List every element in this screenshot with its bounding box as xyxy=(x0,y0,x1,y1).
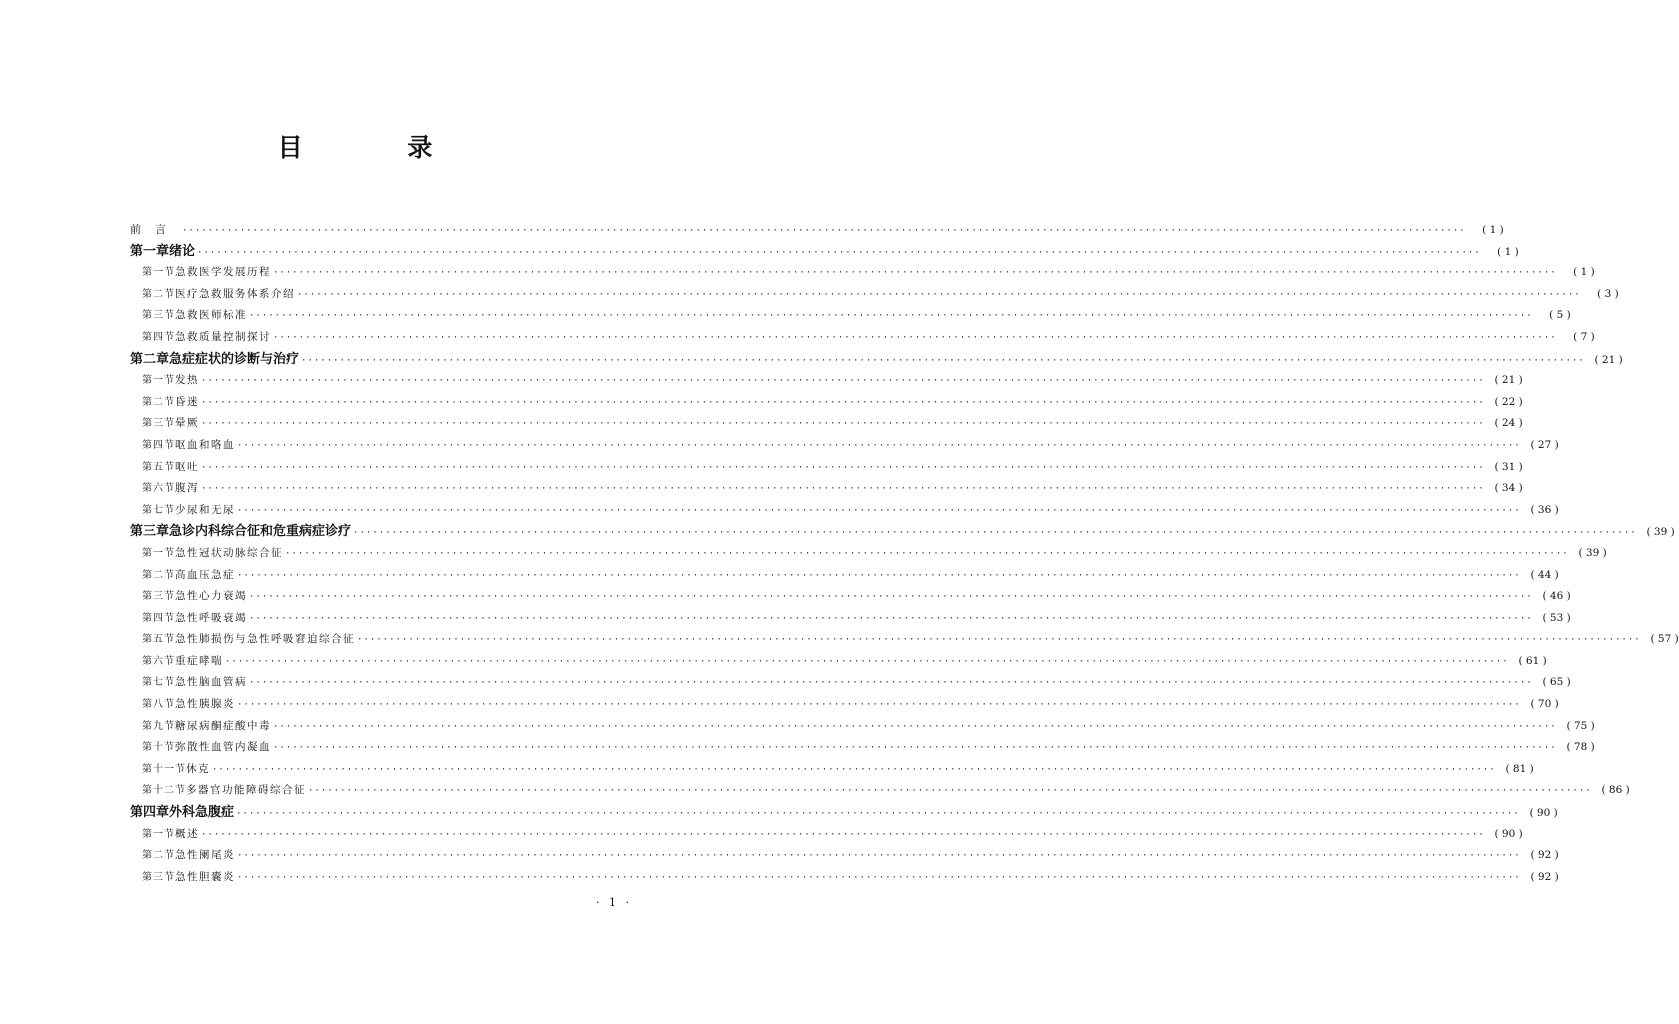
toc-entry-number: 第四节 xyxy=(142,331,175,343)
toc-page-number: ( 31 ) xyxy=(1494,460,1523,473)
toc-section-row[interactable] xyxy=(130,651,1547,673)
toc-dot-leader: ········································································································································································································ xyxy=(236,809,1520,820)
toc-dot-leader: ········································································································································································································ xyxy=(297,289,1581,300)
toc-section-row[interactable] xyxy=(130,327,1595,349)
toc-page-number: ( 1 ) xyxy=(1573,266,1595,279)
toc-dot-leader: ········································································································································································································ xyxy=(201,484,1485,495)
toc-page-number: ( 92 ) xyxy=(1530,849,1559,862)
toc-dot-leader: ········································································································································································································ xyxy=(212,764,1496,775)
toc-entry-number: 第十节 xyxy=(142,742,175,754)
toc-chapter-row[interactable] xyxy=(130,241,1519,263)
toc-page-number: ( 21 ) xyxy=(1594,353,1623,366)
toc-page-number: ( 78 ) xyxy=(1566,741,1595,754)
toc-page-number: ( 92 ) xyxy=(1530,870,1559,883)
toc-chapter-row[interactable] xyxy=(130,802,1558,824)
toc-chapter-row[interactable] xyxy=(130,349,1623,371)
toc-page-number: ( 61 ) xyxy=(1518,654,1547,667)
toc-dot-leader: ········································································································································································································ xyxy=(273,743,1557,754)
toc-entry-number: 第七节 xyxy=(142,677,175,689)
toc-entry-title: 高血压急症 xyxy=(175,568,235,581)
toc-section-row[interactable] xyxy=(130,392,1523,414)
toc-entry-number: 第二章 xyxy=(130,351,170,367)
toc-section-row[interactable] xyxy=(130,305,1571,327)
toc-entry-number: 第六节 xyxy=(142,655,175,667)
toc-page-number: ( 70 ) xyxy=(1530,698,1559,711)
page-number-footer: · 1 · xyxy=(596,896,632,909)
toc-page-number: ( 65 ) xyxy=(1542,676,1571,689)
toc-entry-number: 第五节 xyxy=(142,634,175,646)
toc-entry-number: 第五节 xyxy=(142,461,175,473)
toc-entry-number: 第十一节 xyxy=(142,763,186,775)
toc-page-number: ( 1 ) xyxy=(1482,224,1504,236)
toc-entry-number: 第四节 xyxy=(142,439,175,451)
toc-dot-leader: ········································································································································································································ xyxy=(273,268,1557,279)
toc-page-number: ( 21 ) xyxy=(1494,374,1523,387)
toc-entry-title: 急性胰腺炎 xyxy=(175,698,235,711)
toc-entry-number: 第二节 xyxy=(142,288,175,300)
toc-entry-title: 糖尿病酮症酸中毒 xyxy=(175,719,271,732)
toc-dot-leader: ········································································································································································································ xyxy=(249,678,1533,689)
toc-dot-leader: ········································································································································································································ xyxy=(182,226,1466,236)
toc-entry-title: 少尿和无尿 xyxy=(175,503,235,516)
toc-dot-leader: ········································································································································································································ xyxy=(301,355,1585,366)
toc-entry-number: 第三节 xyxy=(142,418,175,430)
toc-entry-number: 第二节 xyxy=(142,396,175,408)
toc-page-number: ( 53 ) xyxy=(1542,611,1571,624)
toc-entry-number: 第三节 xyxy=(142,871,175,883)
table-of-contents xyxy=(130,219,1679,888)
toc-section-row[interactable] xyxy=(130,435,1559,457)
toc-entry-title: 晕厥 xyxy=(175,417,199,430)
toc-entry-number: 第二节 xyxy=(142,850,175,862)
toc-page-number: ( 90 ) xyxy=(1529,807,1558,820)
toc-entry-title: 急救质量控制探讨 xyxy=(175,330,271,343)
toc-preface-row[interactable] xyxy=(130,219,1504,241)
toc-dot-leader: ········································································································································································································ xyxy=(308,786,1592,797)
toc-entry-number: 第六节 xyxy=(142,483,175,495)
toc-entry-title: 休克 xyxy=(186,762,210,775)
toc-entry-number: 第四节 xyxy=(142,612,175,624)
toc-entry-title: 呕吐 xyxy=(175,460,199,473)
toc-dot-leader: ········································································································································································································ xyxy=(357,635,1641,646)
toc-entry-title: 急性呼吸衰竭 xyxy=(175,611,247,624)
toc-dot-leader: ········································································································································································································ xyxy=(201,376,1485,387)
toc-dot-leader: ········································································································································································································ xyxy=(249,613,1533,624)
page-title: 目 录 xyxy=(277,133,481,162)
toc-entry-title: 昏迷 xyxy=(175,395,199,408)
toc-page-number: ( 90 ) xyxy=(1494,827,1523,840)
toc-dot-leader: ········································································································································································································ xyxy=(201,462,1485,473)
toc-entry-number: 第一节 xyxy=(142,547,175,559)
toc-entry-number: 前言 xyxy=(130,223,180,236)
toc-entry-title: 发热 xyxy=(175,374,199,387)
toc-page-number: ( 39 ) xyxy=(1646,526,1675,539)
toc-page-number: ( 44 ) xyxy=(1530,568,1559,581)
toc-page-number: ( 7 ) xyxy=(1573,330,1595,343)
toc-section-row[interactable] xyxy=(130,759,1534,781)
toc-entry-title: 急性肺损伤与急性呼吸窘迫综合征 xyxy=(175,633,355,646)
toc-section-row[interactable] xyxy=(130,672,1571,694)
toc-page-number: ( 5 ) xyxy=(1549,309,1571,322)
toc-chapter-row[interactable] xyxy=(130,521,1675,543)
toc-page-number: ( 27 ) xyxy=(1530,438,1559,451)
toc-dot-leader: ········································································································································································································ xyxy=(201,397,1485,408)
toc-section-row[interactable] xyxy=(130,694,1559,716)
toc-entry-number: 第一章 xyxy=(130,243,170,259)
toc-entry-title: 急救医师标准 xyxy=(175,309,247,322)
toc-entry-title: 急症症状的诊断与治疗 xyxy=(169,351,300,367)
toc-page-number: ( 36 ) xyxy=(1530,503,1559,516)
toc-entry-title: 弥散性血管内凝血 xyxy=(175,741,271,754)
toc-dot-leader: ········································································································································································································ xyxy=(237,570,1521,581)
toc-entry-number: 第二节 xyxy=(142,569,175,581)
toc-entry-title: 概述 xyxy=(175,827,199,840)
toc-entry-title: 绪论 xyxy=(169,243,196,259)
toc-section-row[interactable] xyxy=(130,845,1559,867)
toc-dot-leader: ········································································································································································································ xyxy=(201,829,1485,840)
toc-entry-number: 第八节 xyxy=(142,699,175,711)
toc-entry-number: 第十二节 xyxy=(142,785,186,797)
toc-page-number: ( 57 ) xyxy=(1650,633,1679,646)
toc-dot-leader: ········································································································································································································ xyxy=(201,419,1485,430)
toc-section-row[interactable] xyxy=(130,824,1523,846)
toc-section-row[interactable] xyxy=(130,262,1595,284)
toc-dot-leader: ········································································································································································································ xyxy=(273,332,1557,343)
toc-entry-title: 急性阑尾炎 xyxy=(175,849,235,862)
toc-section-row[interactable] xyxy=(130,457,1523,479)
toc-dot-leader: ········································································································································································································ xyxy=(237,700,1521,711)
toc-section-row[interactable] xyxy=(130,543,1607,565)
toc-entry-title: 重症哮喘 xyxy=(175,654,223,667)
toc-entry-title: 急性冠状动脉综合征 xyxy=(175,546,283,559)
toc-entry-title: 外科急腹症 xyxy=(169,805,235,821)
toc-entry-number: 第七节 xyxy=(142,504,175,516)
toc-page-number: ( 24 ) xyxy=(1494,417,1523,430)
toc-entry-title: 急性脑血管病 xyxy=(175,676,247,689)
toc-dot-leader: ········································································································································································································ xyxy=(273,721,1557,732)
toc-section-row[interactable] xyxy=(130,608,1571,630)
toc-entry-number: 第一节 xyxy=(142,828,175,840)
toc-dot-leader: ········································································································································································································ xyxy=(237,440,1521,451)
toc-entry-title: 医疗急救服务体系介绍 xyxy=(175,287,295,300)
toc-page-number: ( 39 ) xyxy=(1578,546,1607,559)
toc-entry-title: 多器官功能障碍综合征 xyxy=(186,784,306,797)
toc-section-row[interactable] xyxy=(130,500,1559,522)
toc-section-row[interactable] xyxy=(130,586,1571,608)
toc-entry-number: 第三节 xyxy=(142,310,175,322)
toc-section-row[interactable] xyxy=(130,629,1679,651)
toc-entry-title: 呕血和咯血 xyxy=(175,438,235,451)
toc-page-number: ( 75 ) xyxy=(1566,719,1595,732)
toc-section-row[interactable] xyxy=(130,737,1595,759)
toc-dot-leader: ········································································································································································································ xyxy=(225,656,1509,667)
toc-section-row[interactable] xyxy=(130,478,1523,500)
toc-page-number: ( 22 ) xyxy=(1494,395,1523,408)
toc-entry-number: 第一节 xyxy=(142,267,175,279)
toc-page-number: ( 86 ) xyxy=(1601,784,1630,797)
toc-page-number: ( 81 ) xyxy=(1505,762,1534,775)
toc-entry-title: 急救医学发展历程 xyxy=(175,266,271,279)
toc-page-number: ( 34 ) xyxy=(1494,482,1523,495)
toc-entry-title: 腹泻 xyxy=(175,482,199,495)
toc-dot-leader: ········································································································································································································ xyxy=(197,247,1481,258)
toc-entry-number: 第四章 xyxy=(130,805,170,821)
toc-section-row[interactable] xyxy=(130,867,1559,889)
toc-section-row[interactable] xyxy=(130,565,1559,587)
toc-dot-leader: ········································································································································································································ xyxy=(285,548,1569,559)
toc-page-number: ( 46 ) xyxy=(1542,590,1571,603)
toc-section-row[interactable] xyxy=(130,370,1523,392)
toc-section-row[interactable] xyxy=(130,780,1630,802)
toc-entry-number: 第九节 xyxy=(142,720,175,732)
toc-section-row[interactable] xyxy=(130,284,1619,306)
toc-entry-number: 第一节 xyxy=(142,375,175,387)
toc-section-row[interactable] xyxy=(130,413,1523,435)
toc-entry-number: 第三节 xyxy=(142,591,175,603)
toc-section-row[interactable] xyxy=(130,716,1595,738)
toc-dot-leader: ········································································································································································································ xyxy=(237,851,1521,862)
toc-dot-leader: ········································································································································································································ xyxy=(237,505,1521,516)
toc-entry-number: 第三章 xyxy=(130,524,170,540)
toc-dot-leader: ········································································································································································································ xyxy=(249,592,1533,603)
toc-dot-leader: ········································································································································································································ xyxy=(237,872,1521,883)
toc-dot-leader: ········································································································································································································ xyxy=(353,528,1637,539)
toc-page-number: ( 1 ) xyxy=(1497,245,1519,258)
toc-page-number: ( 3 ) xyxy=(1597,287,1619,300)
toc-entry-title: 急性胆囊炎 xyxy=(175,870,235,883)
toc-dot-leader: ········································································································································································································ xyxy=(249,311,1533,322)
toc-entry-title: 急性心力衰竭 xyxy=(175,590,247,603)
toc-entry-title: 急诊内科综合征和危重病症诊疗 xyxy=(169,524,352,540)
